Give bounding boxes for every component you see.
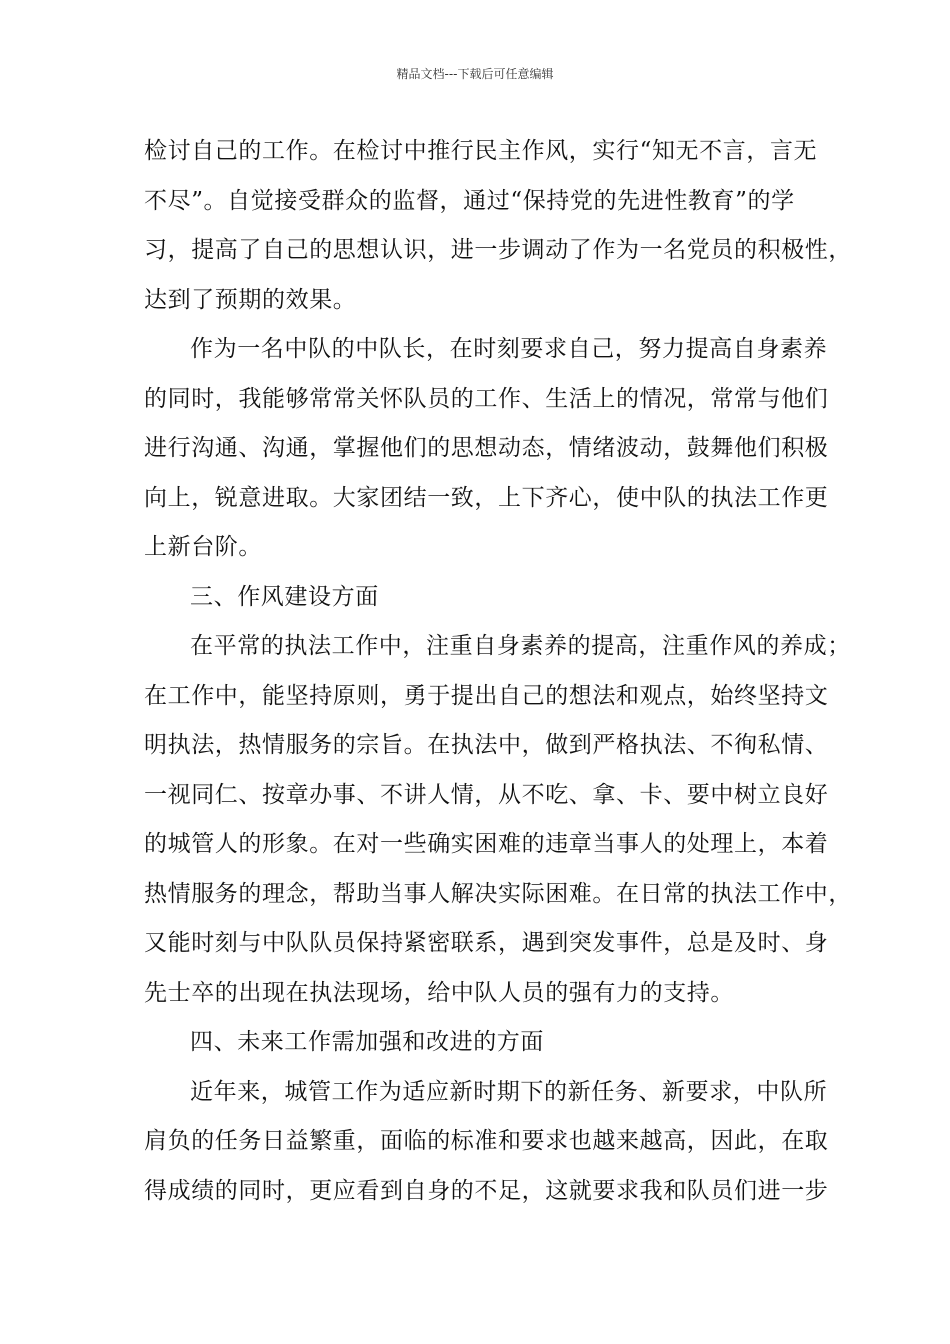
text-line: 达到了预期的效果。 [144, 286, 357, 313]
text-line: 明执法，热情服务的宗旨。在执法中，做到严格执法、不徇私情、 [144, 732, 829, 758]
text-line: 得成绩的同时，更应看到自身的不足，这就要求我和队员们进一步 [144, 1177, 829, 1204]
text-line: 的同时，我能够常常关怀队员的工作、生活上的情况，常常与他们 [144, 385, 829, 412]
text-line: 进行沟通、沟通，掌握他们的思想动态，情绪波动，鼓舞他们积极 [144, 435, 829, 461]
text-line: 向上，锐意进取。大家团结一致，上下齐心，使中队的执法工作更 [144, 484, 829, 511]
text-line: 热情服务的理念，帮助当事人解决实际困难。在日常的执法工作中， [144, 880, 852, 907]
paragraph-start-line: 作为一名中队的中队长，在时刻要求自己，努力提高自身素养 [190, 336, 828, 362]
section-heading: 三、作风建设方面 [190, 583, 379, 610]
page-header-watermark: 精品文档---下载后可任意编辑 [396, 67, 554, 81]
paragraph-start-line: 在平常的执法工作中，注重自身素养的提高，注重作风的养成； [190, 633, 851, 659]
text-line: 在工作中，能坚持原则，勇于提出自己的想法和观点，始终坚持文 [144, 682, 829, 709]
paragraph-start-line: 近年来，城管工作为适应新时期下的新任务、新要求，中队所 [190, 1078, 828, 1105]
text-line: 一视同仁、按章办事、不讲人情，从不吃、拿、卡、要中树立良好 [144, 781, 829, 808]
text-line: 的城管人的形象。在对一些确实困难的违章当事人的处理上，本着 [144, 831, 829, 857]
text-line: 检讨自己的工作。在检讨中推行民主作风，实行“知无不言，言无 [144, 138, 818, 164]
text-line: 上新台阶。 [144, 534, 262, 560]
text-line: 肩负的任务日益繁重，面临的标准和要求也越来越高，因此，在取 [144, 1128, 829, 1154]
text-line: 习，提高了自己的思想认识，进一步调动了作为一名党员的积极性， [144, 237, 852, 263]
text-line: 不尽”。自觉接受群众的监督，通过“保持党的先进性教育”的学 [144, 187, 795, 214]
document-body [144, 127, 852, 1216]
section-heading: 四、未来工作需加强和改进的方面 [190, 1029, 544, 1055]
text-line: 又能时刻与中队队员保持紧密联系，遇到突发事件，总是及时、身 [144, 930, 829, 956]
text-line: 先士卒的出现在执法现场，给中队人员的强有力的支持。 [144, 979, 734, 1006]
